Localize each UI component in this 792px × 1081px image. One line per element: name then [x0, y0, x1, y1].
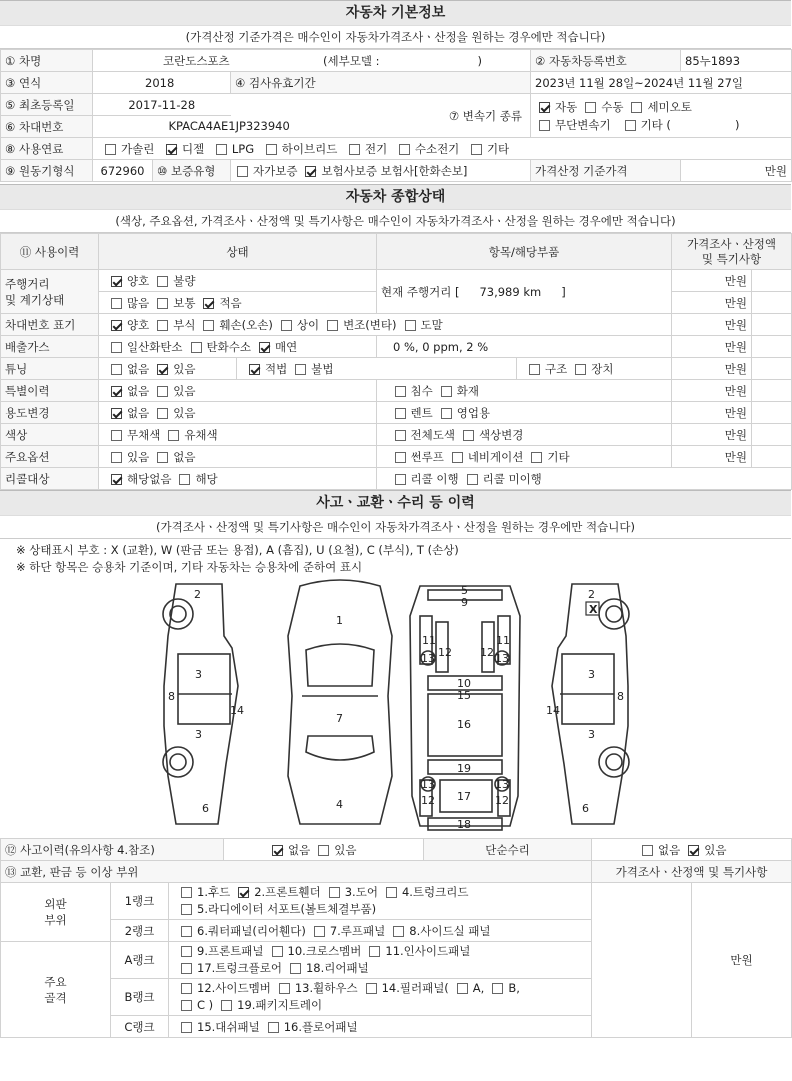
status-title: 자동차 종합상태 — [0, 184, 791, 210]
accident-history-label: ⑫ 사고이력(유의사항 4.참조) — [1, 839, 224, 861]
trans-semi-label: 세미오토 — [647, 99, 692, 114]
vin-damage-label: 훼손(오손) — [219, 317, 273, 332]
emission-values: 0 %, 0 ppm, 2 % — [377, 336, 672, 358]
simple-repair-none-checkbox[interactable] — [642, 845, 653, 856]
tuning-illegal-label: 불법 — [311, 361, 334, 376]
mileage-normal-checkbox[interactable] — [157, 298, 168, 309]
tuning-exists-label: 있음 — [173, 361, 196, 376]
options-label: 주요옵션 — [1, 446, 99, 468]
fuel-hybrid-checkbox[interactable] — [266, 144, 277, 155]
year-label: ③ 연식 — [1, 72, 93, 94]
fuel-lpg-label: LPG — [231, 141, 255, 156]
vin-corrosion-label: 부식 — [173, 317, 196, 332]
status-table — [0, 233, 792, 490]
exchange-mark: X — [589, 603, 598, 616]
special-flood-label: 침수 — [410, 384, 433, 398]
status-subtitle: (색상, 주요옵션, 가격조사ㆍ산정액 및 특기사항은 매수인이 자동차가격조사ㆍ산정을 원하는 경우에만 적습니다) — [0, 210, 791, 233]
warranty-insurance-checkbox[interactable] — [305, 166, 316, 177]
part-17: 17 — [457, 790, 471, 803]
first-reg-value: 2017-11-28 — [93, 94, 231, 116]
options-none-label: 없음 — [173, 449, 196, 464]
right-side-view — [552, 584, 629, 824]
front-fender-checkbox[interactable] — [238, 887, 249, 898]
mileage-many-checkbox[interactable] — [111, 298, 122, 309]
recall-done-checkbox[interactable] — [395, 474, 406, 485]
options-none-checkbox[interactable] — [157, 452, 168, 463]
emission-hc-label: 탄화수소 — [206, 339, 251, 354]
simple-repair-exists-label: 있음 — [704, 842, 727, 857]
emission-hc-checkbox[interactable] — [191, 342, 202, 353]
options-exists-checkbox[interactable] — [111, 452, 122, 463]
parts-label: ⑬ 교환, 판금 등 이상 부위 — [1, 861, 592, 883]
fuel-other-checkbox[interactable] — [471, 144, 482, 155]
usage-label: 용도변경 — [1, 402, 99, 424]
price-unit: 만원 — [681, 160, 792, 182]
part-10: 10 — [457, 677, 471, 690]
part-12-left: 12 — [438, 646, 452, 659]
color-label: 색상 — [1, 424, 99, 446]
reg-no-label: ② 자동차등록번호 — [531, 50, 681, 72]
trunk-lid-label: 4.트렁크리드 — [401, 885, 469, 899]
mileage-few-label: 적음 — [219, 295, 242, 310]
accident-title: 사고ㆍ교환ㆍ수리 등 이력 — [0, 490, 791, 516]
trans-other-close: ) — [734, 117, 740, 132]
fuel-hybrid-label: 하이브리드 — [281, 141, 338, 156]
reg-no-value: 85누1893 — [681, 50, 792, 72]
mileage-price-unit-2: 만원 — [672, 292, 752, 314]
usage-none-checkbox[interactable] — [111, 408, 122, 419]
fuel-gasoline-checkbox[interactable] — [105, 144, 116, 155]
usage-rent-checkbox[interactable] — [395, 408, 406, 419]
color-price-unit: 만원 — [672, 424, 752, 446]
usage-business-checkbox[interactable] — [441, 408, 452, 419]
tuning-none-label: 없음 — [127, 361, 150, 376]
radiator-support-checkbox[interactable] — [181, 904, 192, 915]
part-8-right: 8 — [617, 690, 624, 703]
roof-panel-checkbox[interactable] — [314, 926, 325, 937]
car-name-label: ① 차명 — [1, 50, 93, 72]
trans-auto-label: 자동 — [555, 99, 578, 114]
fuel-hydrogen-label: 수소전기 — [414, 141, 460, 156]
front-panel-label: 9.프론트패널 — [197, 944, 264, 958]
fuel-electric-checkbox[interactable] — [349, 144, 360, 155]
inspection-value: 2023년 11월 28일~2024년 11월 27일 — [531, 72, 792, 94]
color-full-paint-checkbox[interactable] — [395, 430, 406, 441]
mileage-text: 현재 주행거리 [ — [381, 284, 460, 299]
mileage-close: ] — [561, 284, 566, 299]
special-fire-checkbox[interactable] — [441, 386, 452, 397]
rear-panel-label: 18.리어패널 — [305, 961, 369, 975]
vin-altered-label: 변조(변타) — [343, 317, 397, 332]
recall-not-done-label: 리콜 미이행 — [482, 472, 542, 486]
part-8-left: 8 — [168, 690, 175, 703]
col-price-2: 및 특기사항 — [701, 251, 762, 266]
main-label-1: 주요 — [44, 974, 67, 989]
fuel-gasoline-label: 가솔린 — [121, 141, 155, 156]
hood-checkbox[interactable] — [181, 887, 192, 898]
mileage-normal-label: 보통 — [173, 295, 196, 310]
trans-manual-checkbox[interactable] — [585, 102, 596, 113]
rear-panel-checkbox[interactable] — [290, 963, 301, 974]
pillar-a-checkbox[interactable] — [457, 983, 468, 994]
car-name-value: 코란도스포츠 — [163, 53, 230, 68]
mileage-good-label: 양호 — [127, 273, 150, 288]
options-price-unit: 만원 — [672, 446, 752, 468]
tuning-structure-label: 구조 — [545, 361, 568, 376]
fuel-diesel-label: 디젤 — [181, 141, 205, 156]
part-4: 4 — [336, 798, 343, 811]
special-price-unit: 만원 — [672, 380, 752, 402]
fuel-hydrogen-checkbox[interactable] — [399, 144, 410, 155]
front-panel-checkbox[interactable] — [181, 946, 192, 957]
part-13-left-rear: 13 — [421, 778, 435, 791]
vin-damage-checkbox[interactable] — [203, 320, 214, 331]
accident-note-2: ※ 하단 항목은 승용차 기준이며, 기타 자동차는 승용차에 준하여 표시 — [16, 560, 363, 574]
part-2-left: 2 — [194, 588, 201, 601]
col-history: ⑪ 사용이력 — [1, 234, 99, 270]
fuel-electric-label: 전기 — [364, 141, 388, 156]
tuning-legal-checkbox[interactable] — [249, 364, 260, 375]
tuning-price-unit: 만원 — [672, 358, 752, 380]
basic-info-subtitle: (가격산정 기준가격은 매수인이 자동차가격조사ㆍ산정을 원하는 경우에만 적습니다) — [0, 26, 791, 49]
emission-co-checkbox[interactable] — [111, 342, 122, 353]
vin-corrosion-checkbox[interactable] — [157, 320, 168, 331]
usage-none-label: 없음 — [127, 405, 150, 420]
part-11-right: 11 — [496, 634, 510, 647]
accident-none-checkbox[interactable] — [272, 845, 283, 856]
part-3-right-rear: 3 — [588, 728, 595, 741]
floor-panel-label: 16.플로어패널 — [283, 1019, 358, 1034]
part-7: 7 — [336, 712, 343, 725]
engine-value: 672960 — [93, 160, 153, 182]
part-9: 9 — [461, 596, 468, 609]
accident-exists-label: 있음 — [334, 842, 357, 857]
vin-mismatch-checkbox[interactable] — [281, 320, 292, 331]
rank2-label: 2랭크 — [111, 920, 169, 942]
trans-other-label: 기타 ( — [640, 117, 671, 132]
part-1: 1 — [336, 614, 343, 627]
vin-price-unit: 만원 — [672, 314, 752, 336]
options-other-label: 기타 — [547, 450, 570, 464]
col-item: 항목/해당부품 — [377, 234, 672, 270]
rankA-label: A랭크 — [111, 942, 169, 979]
part-13-right: 13 — [495, 652, 509, 665]
fuel-options — [93, 138, 792, 160]
special-none-label: 없음 — [127, 383, 150, 398]
left-side-view — [163, 584, 238, 824]
vin-value: KPACA4AE1JP323940 — [168, 119, 290, 133]
trunk-floor-label: 17.트렁크플로어 — [197, 961, 282, 975]
part-13-left: 13 — [421, 652, 435, 665]
trunk-floor-checkbox[interactable] — [181, 963, 192, 974]
part-6-right: 6 — [582, 802, 589, 815]
mileage-price-unit-1: 만원 — [672, 270, 752, 292]
recall-na-label: 해당없음 — [127, 471, 172, 486]
cross-member-checkbox[interactable] — [272, 946, 283, 957]
options-navi-label: 네비게이션 — [467, 450, 524, 464]
accident-exists-checkbox[interactable] — [318, 845, 329, 856]
emission-label: 배출가스 — [1, 336, 99, 358]
usage-price-unit: 만원 — [672, 402, 752, 424]
dash-panel-label: 15.대쉬패널 — [197, 1019, 260, 1034]
part-12-left-rear: 12 — [421, 794, 435, 807]
vin-erased-label: 도말 — [420, 317, 443, 332]
wheel-house-checkbox[interactable] — [279, 983, 290, 994]
roof-panel-label: 7.루프패널 — [329, 923, 386, 938]
outer-label-1: 외판 — [44, 897, 67, 911]
recall-na-checkbox[interactable] — [111, 474, 122, 485]
special-fire-label: 화재 — [456, 384, 479, 398]
special-flood-checkbox[interactable] — [395, 386, 406, 397]
accident-note-1: ※ 상태표시 부호 : X (교환), W (판금 또는 용접), A (흠집), U (요철), C (부식), T (손상) — [16, 543, 459, 557]
color-chromatic-checkbox[interactable] — [168, 430, 179, 441]
fuel-lpg-checkbox[interactable] — [216, 144, 227, 155]
pillar-a-label: A, — [472, 981, 485, 995]
first-reg-label: ⑤ 최초등록일 — [1, 94, 93, 116]
recall-done-label: 리콜 이행 — [410, 472, 459, 486]
trans-label: ⑦ 변속기 종류 — [448, 109, 523, 123]
part-14-left: 14 — [230, 704, 244, 717]
side-sill-checkbox[interactable] — [393, 926, 404, 937]
warranty-self-label: 자가보증 — [253, 163, 298, 178]
emission-smoke-label: 매연 — [274, 339, 298, 354]
door-label: 3.도어 — [344, 885, 378, 899]
usage-exists-label: 있음 — [173, 405, 196, 420]
hood-label: 1.후드 — [197, 885, 231, 899]
rankC-label: C랭크 — [111, 1016, 169, 1038]
part-6-left: 6 — [202, 802, 209, 815]
side-member-checkbox[interactable] — [181, 983, 192, 994]
wheel-house-label: 13.휠하우스 — [294, 981, 358, 995]
simple-repair-label: 단순수리 — [424, 839, 592, 861]
mileage-bad-checkbox[interactable] — [157, 276, 168, 287]
options-navi-checkbox[interactable] — [452, 452, 463, 463]
part-12-right-rear: 12 — [495, 794, 509, 807]
part-16: 16 — [457, 718, 471, 731]
col-state: 상태 — [99, 234, 377, 270]
trans-cvt-label: 무단변속기 — [555, 117, 611, 132]
mileage-label-1: 주행거리 — [5, 276, 50, 291]
part-19: 19 — [457, 762, 471, 775]
tuning-exists-checkbox[interactable] — [157, 364, 168, 375]
mileage-many-label: 많음 — [127, 295, 150, 310]
emission-co-label: 일산화탄소 — [127, 339, 183, 354]
quarter-panel-checkbox[interactable] — [181, 926, 192, 937]
tuning-device-checkbox[interactable] — [575, 364, 586, 375]
options-sunroof-checkbox[interactable] — [395, 452, 406, 463]
special-exists-label: 있음 — [173, 383, 196, 398]
accident-none-label: 없음 — [288, 842, 311, 857]
radiator-support-label: 5.라디에이터 서포트(볼트체결부품) — [197, 902, 377, 916]
part-15: 15 — [457, 689, 471, 702]
part-3-left-front: 3 — [195, 668, 202, 681]
cross-member-label: 10.크로스멤버 — [287, 944, 362, 958]
mileage-label-2: 및 계기상태 — [5, 292, 65, 307]
tuning-label: 튜닝 — [1, 358, 99, 380]
pillar-b-checkbox[interactable] — [492, 983, 503, 994]
side-sill-label: 8.사이드실 패널 — [409, 923, 491, 938]
pillar-panel-label: 14.필러패널( — [381, 981, 449, 995]
dash-panel-checkbox[interactable] — [181, 1022, 192, 1033]
part-5: 5 — [461, 584, 468, 597]
recall-applicable-label: 해당 — [195, 471, 218, 486]
tuning-device-label: 장치 — [591, 361, 614, 376]
part-3-right-front: 3 — [588, 668, 595, 681]
trans-manual-label: 수동 — [601, 99, 624, 114]
usage-rent-label: 렌트 — [410, 406, 433, 420]
engine-label: ⑨ 원동기형식 — [1, 160, 93, 182]
pillar-panel-checkbox[interactable] — [366, 983, 377, 994]
main-label-2: 골격 — [44, 990, 67, 1005]
color-achromatic-label: 무채색 — [127, 427, 161, 442]
price-label: 가격산정 기준가격 — [531, 160, 681, 182]
recall-not-done-checkbox[interactable] — [467, 474, 478, 485]
trans-cvt-checkbox[interactable] — [539, 120, 550, 131]
quarter-panel-label: 6.쿼터패널(리어휀다) — [197, 923, 306, 938]
fuel-other-label: 기타 — [486, 141, 510, 156]
part-18: 18 — [457, 818, 471, 831]
year-value: 2018 — [93, 72, 231, 94]
tuning-none-checkbox[interactable] — [111, 364, 122, 375]
car-diagram-svg — [0, 576, 791, 838]
rank1-label: 1랭크 — [111, 883, 169, 920]
color-change-label: 색상변경 — [478, 428, 524, 442]
pillar-c-checkbox[interactable] — [181, 1000, 192, 1011]
fuel-diesel-checkbox[interactable] — [166, 144, 177, 155]
vin-good-checkbox[interactable] — [111, 320, 122, 331]
inspection-label: ④ 검사유효기간 — [231, 72, 531, 94]
options-sunroof-label: 썬루프 — [410, 450, 444, 464]
vin-altered-checkbox[interactable] — [327, 320, 338, 331]
inside-panel-label: 11.인사이드패널 — [385, 944, 471, 958]
fuel-label: ⑧ 사용연료 — [1, 138, 93, 160]
floor-panel-checkbox[interactable] — [268, 1022, 279, 1033]
part-14-right: 14 — [546, 704, 560, 717]
accident-subtitle: (가격조사ㆍ산정액 및 특기사항은 매수인이 자동차가격조사ㆍ산정을 원하는 경우에만 적습니다) — [0, 516, 791, 539]
trunk-lid-checkbox[interactable] — [386, 887, 397, 898]
tuning-legal-label: 적법 — [265, 361, 288, 376]
parts-price-unit: 만원 — [692, 883, 792, 1038]
options-other-checkbox[interactable] — [531, 452, 542, 463]
simple-repair-exists-checkbox[interactable] — [688, 845, 699, 856]
recall-label: 리콜대상 — [1, 468, 99, 490]
trans-auto-checkbox[interactable] — [539, 102, 550, 113]
color-full-paint-label: 전체도색 — [410, 428, 455, 442]
part-2-right: 2 — [588, 588, 595, 601]
door-checkbox[interactable] — [329, 887, 340, 898]
emission-smoke-checkbox[interactable] — [259, 342, 270, 353]
warranty-insurance-label: 보험사보증 보험사[한화손보] — [321, 163, 468, 178]
part-3-left-rear: 3 — [195, 728, 202, 741]
vin-label: ⑥ 차대번호 — [1, 116, 93, 138]
parts-price-header: 가격조사ㆍ산정액 및 특기사항 — [592, 861, 792, 883]
pillar-b-label: B, — [508, 981, 520, 995]
part-13-right-rear: 13 — [495, 778, 509, 791]
vin-mark-label: 차대번호 표기 — [1, 314, 99, 336]
color-change-checkbox[interactable] — [463, 430, 474, 441]
special-none-checkbox[interactable] — [111, 386, 122, 397]
special-label: 특별이력 — [1, 380, 99, 402]
rankB-label: B랭크 — [111, 979, 169, 1016]
vin-erased-checkbox[interactable] — [405, 320, 416, 331]
col-price-1: 가격조사ㆍ산정액 — [687, 236, 776, 251]
part-11-left: 11 — [422, 634, 436, 647]
vin-mismatch-label: 상이 — [296, 317, 320, 332]
mileage-value: 73,989 km — [479, 284, 542, 299]
mileage-bad-label: 불량 — [173, 273, 196, 288]
trans-semi-checkbox[interactable] — [631, 102, 642, 113]
tuning-illegal-checkbox[interactable] — [295, 364, 306, 375]
color-achromatic-checkbox[interactable] — [111, 430, 122, 441]
basic-info-title: 자동차 기본정보 — [0, 0, 791, 26]
package-tray-checkbox[interactable] — [221, 1000, 232, 1011]
warranty-self-checkbox[interactable] — [237, 166, 248, 177]
vin-good-label: 양호 — [127, 317, 150, 332]
accident-table — [0, 838, 792, 1038]
side-member-label: 12.사이드멤버 — [197, 981, 271, 995]
car-damage-diagram — [0, 576, 791, 838]
tuning-structure-checkbox[interactable] — [529, 364, 540, 375]
package-tray-label: 19.패키지트레이 — [237, 998, 323, 1012]
special-exists-checkbox[interactable] — [157, 386, 168, 397]
front-fender-label: 2.프론트휀더 — [254, 885, 321, 899]
inside-panel-checkbox[interactable] — [369, 946, 380, 957]
emission-price-unit: 만원 — [672, 336, 752, 358]
sub-model-label: (세부모델 : — [323, 53, 380, 68]
outer-label-2: 부위 — [44, 913, 67, 927]
mileage-few-checkbox[interactable] — [203, 298, 214, 309]
pillar-c-label: C ) — [197, 998, 214, 1012]
recall-applicable-checkbox[interactable] — [179, 474, 190, 485]
trans-other-checkbox[interactable] — [625, 120, 636, 131]
warranty-label: ⑩ 보증유형 — [153, 160, 231, 182]
simple-repair-none-label: 없음 — [658, 842, 681, 857]
mileage-good-checkbox[interactable] — [111, 276, 122, 287]
options-exists-label: 있음 — [127, 449, 150, 464]
basic-info-table — [0, 49, 792, 182]
usage-business-label: 영업용 — [456, 406, 491, 420]
color-chromatic-label: 유채색 — [184, 427, 218, 442]
part-12-right: 12 — [480, 646, 494, 659]
usage-exists-checkbox[interactable] — [157, 408, 168, 419]
sub-model-close: ) — [477, 53, 482, 68]
